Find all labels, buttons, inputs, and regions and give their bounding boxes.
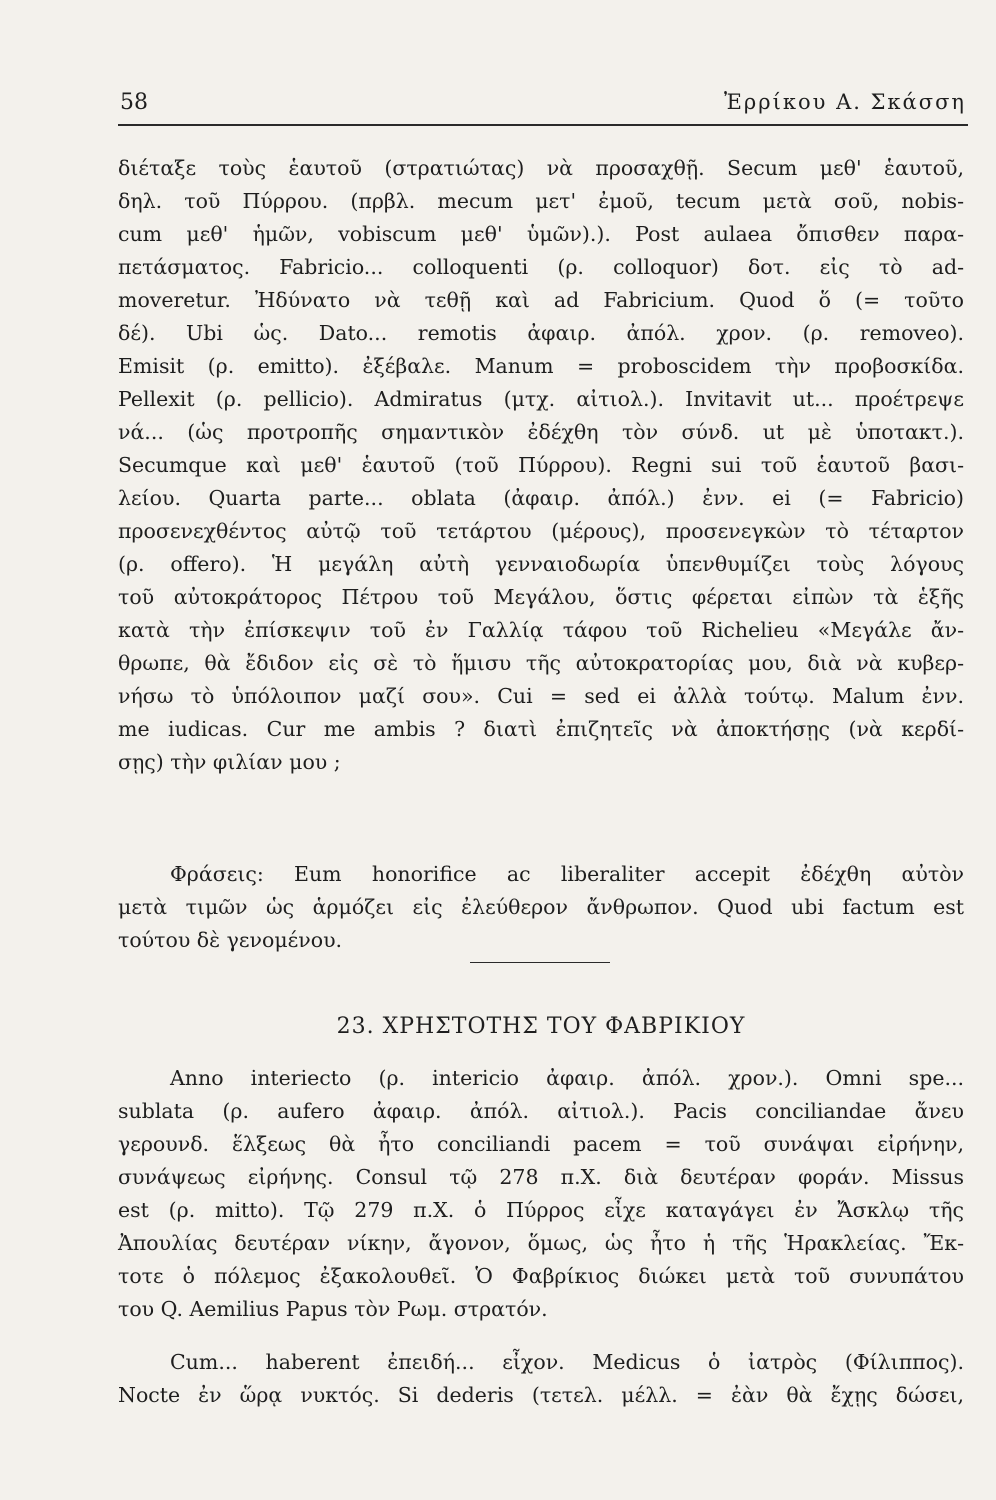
text-line: πετάσματος. Fabricio... colloquenti (ρ. colloquor) δοτ. εἰς τὸ ad- (118, 255, 964, 279)
running-head: Ἐρρίκου Α. Σκάσση (724, 90, 966, 114)
text-line: τοῦ αὐτοκράτορος Πέτρου τοῦ Μεγάλου, ὅστις φέρεται εἰπὼν τὰ ἑξῆς (118, 585, 964, 609)
text-line: θρωπε, θὰ ἔδιδον εἰς σὲ τὸ ἥμισυ τῆς αὐτοκρατορίας μου, διὰ νὰ κυβερ- (118, 651, 964, 675)
text-line: Emisit (ρ. emitto). ἐξέβαλε. Manum = proboscidem τὴν προβοσκίδα. (118, 354, 964, 378)
text-line: Secumque καὶ μεθ' ἑαυτοῦ (τοῦ Πύρρου). Regni sui τοῦ ἑαυτοῦ βασι- (118, 453, 964, 477)
text-line: sublata (ρ. aufero ἀφαιρ. ἀπόλ. αἰτιολ.). Pacis conciliandae ἄνευ (118, 1099, 964, 1123)
text-line: νήσω τὸ ὑπόλοιπον μαζί σου». Cui = sed ei ἀλλὰ τούτῳ. Malum ἐνν. (118, 684, 964, 708)
text-line: Φράσεις: Eum honorifice ac liberaliter accepit ἐδέχθη αὐτὸν (170, 862, 964, 886)
text-line: διέταξε τοὺς ἑαυτοῦ (στρατιώτας) νὰ προσαχθῇ. Secum μεθ' ἑαυτοῦ, (118, 156, 964, 180)
text-line: γερουνδ. ἕλξεως θὰ ἦτο conciliandi pacem = τοῦ συνάψαι εἰρήνην, (118, 1132, 964, 1156)
text-line: τοτε ὁ πόλεμος ἐξακολουθεῖ. Ὁ Φαβρίκιος διώκει μετὰ τοῦ συνυπάτου (118, 1264, 964, 1288)
section-heading: 23. ΧΡΗΣΤΟΤΗΣ ΤΟΥ ΦΑΒΡΙΚΙΟΥ (336, 1014, 746, 1039)
text-line: κατὰ τὴν ἐπίσκεψιν τοῦ ἐν Γαλλίᾳ τάφου τοῦ Richelieu «Μεγάλε ἄν- (118, 618, 964, 642)
commentary-paragraph (118, 152, 964, 779)
section-divider (470, 962, 610, 963)
text-line: μετὰ τιμῶν ὡς ἁρμόζει εἰς ἐλεύθερον ἄνθρωπον. Quod ubi factum est (118, 895, 964, 919)
text-line: Cum... haberent ἐπειδή... εἶχον. Medicus ὁ ἰατρὸς (Φίλιππος). (170, 1350, 964, 1374)
text-line: me iudicas. Cur me ambis ? διατὶ ἐπιζητεῖς νὰ ἀποκτήσῃς (νὰ κερδί- (118, 717, 964, 741)
phrases-paragraph (118, 858, 964, 957)
text-line: Nocte ἐν ὥρᾳ νυκτός. Si dederis (τετελ. μέλλ. = ἐὰν θὰ ἔχῃς δώσει, (118, 1383, 964, 1407)
text-line: Anno interiecto (ρ. intericio ἀφαιρ. ἀπόλ. χρον.). Omni spe... (170, 1066, 964, 1090)
text-line: προσενεχθέντος αὐτῷ τοῦ τετάρτου (μέρους), προσενεγκὼν τὸ τέταρτον (118, 519, 964, 543)
page-number: 58 (120, 90, 148, 115)
text-line: δέ). Ubi ὡς. Dato... remotis ἀφαιρ. ἀπόλ. χρον. (ρ. removeo). (118, 321, 964, 345)
text-line: νά... (ὡς προτροπῆς σημαντικὸν ἐδέχθη τὸν σύνδ. ut μὲ ὑποτακτ.). (118, 420, 964, 444)
text-line: Ἀπουλίας δευτέραν νίκην, ἄγονον, ὅμως, ὡς ἦτο ἡ τῆς Ἡρακλείας. Ἔκ- (118, 1231, 964, 1255)
text-line: moveretur. Ἠδύνατο νὰ τεθῇ καὶ ad Fabricium. Quod ὅ (= τοῦτο (118, 288, 964, 312)
text-line: δηλ. τοῦ Πύρρου. (πρβλ. mecum μετ' ἐμοῦ, tecum μετὰ σοῦ, nobis- (118, 189, 964, 213)
text-line: συνάψεως εἰρήνης. Consul τῷ 278 π.Χ. διὰ δευτέραν φοράν. Missus (118, 1165, 964, 1189)
page-header (118, 84, 968, 126)
text-line: σῃς) τὴν φιλίαν μου ; (118, 750, 341, 774)
text-line: τούτου δὲ γενομένου. (118, 928, 343, 952)
commentary-paragraph (118, 1062, 964, 1326)
text-line: Pellexit (ρ. pellicio). Admiratus (μτχ. αἰτιολ.). Invitavit ut... προέτρεψε (118, 387, 964, 411)
text-line: του Q. Aemilius Papus τὸν Ρωμ. στρατόν. (118, 1297, 548, 1321)
text-line: cum μεθ' ἡμῶν, vobiscum μεθ' ὑμῶν).). Post aulaea ὄπισθεν παρα- (118, 222, 964, 246)
text-line: est (ρ. mitto). Τῷ 279 π.Χ. ὁ Πύρρος εἶχε καταγάγει ἐν Ἄσκλῳ τῆς (118, 1198, 964, 1222)
text-line: λείου. Quarta parte... oblata (ἀφαιρ. ἀπόλ.) ἐνν. ei (= Fabricio) (118, 486, 964, 510)
commentary-paragraph (118, 1346, 964, 1412)
text-line: (ρ. offero). Ἡ μεγάλη αὐτὴ γενναιοδωρία ὑπενθυμίζει τοὺς λόγους (118, 552, 964, 576)
